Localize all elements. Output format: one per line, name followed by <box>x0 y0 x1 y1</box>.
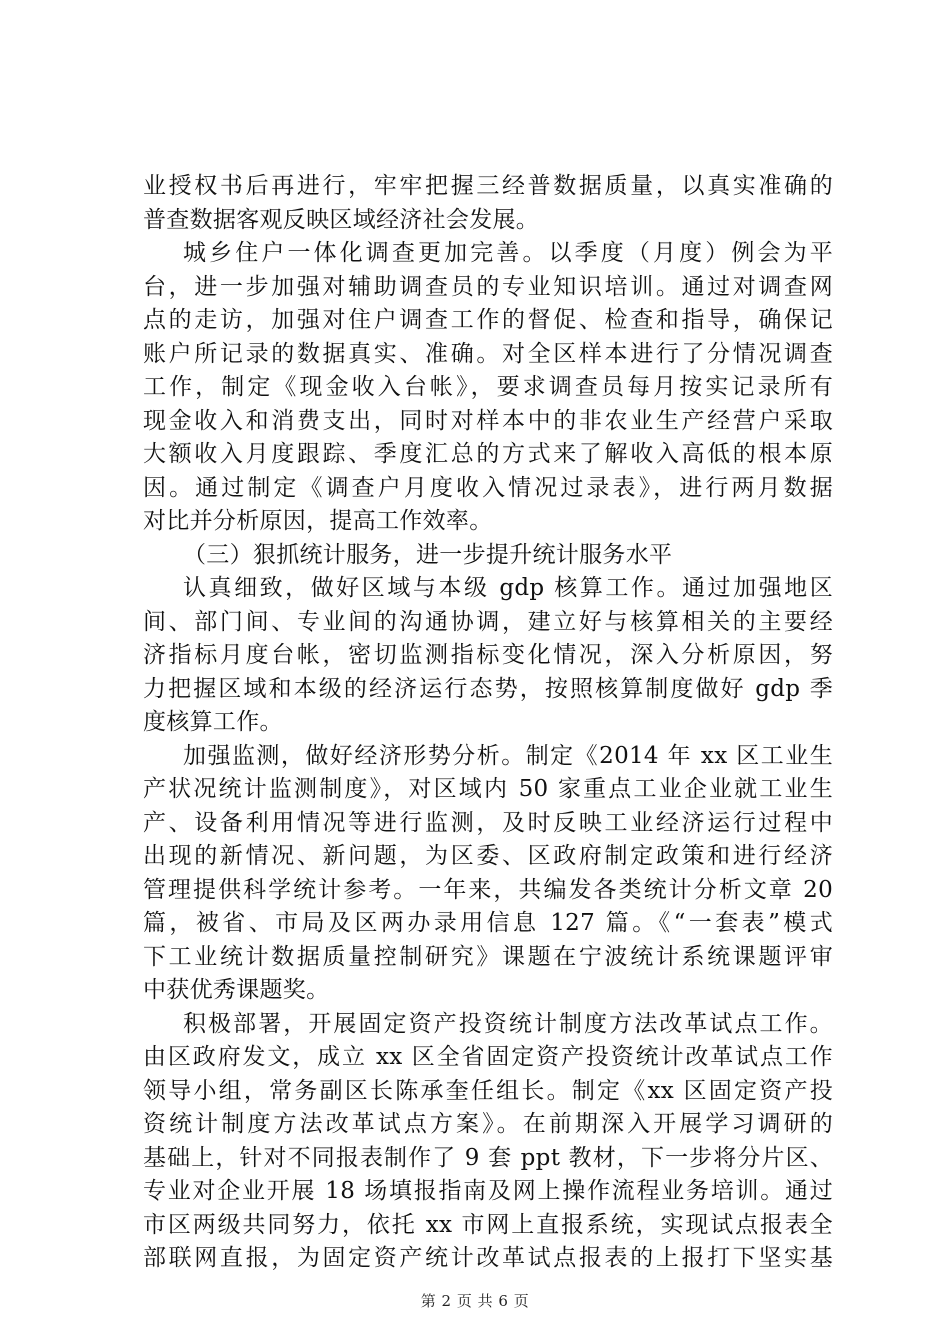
text-line: 济指标月度台帐，密切监测指标变化情况，深入分析原因，努 <box>143 642 833 668</box>
paragraph-start: 加强监测，做好经济形势分析。制定《2014 年 xx 区工业生 <box>183 742 833 769</box>
text-line: 工作，制定《现金收入台帐》，要求调查员每月按实记录所有 <box>143 374 833 400</box>
text-line: 力把握区域和本级的经济运行态势，按照核算制度做好 gdp 季 <box>143 675 833 702</box>
page-footer: 第 2 页 共 6 页 <box>420 1292 530 1310</box>
text-line: 业授权书后再进行，牢牢把握三经普数据质量，以真实准确的 <box>143 173 833 199</box>
text-line: 产状况统计监测制度》，对区域内 50 家重点工业企业就工业生 <box>143 776 833 802</box>
paragraph-start: 积极部署，开展固定资产投资统计制度方法改革试点工作。 <box>183 1010 833 1037</box>
text-line: 资统计制度方法改革试点方案》。在前期深入开展学习调研的 <box>143 1111 833 1137</box>
text-line: 间、部门间、专业间的沟通协调，建立好与核算相关的主要经 <box>143 608 833 635</box>
text-line: 点的走访，加强对住户调查工作的督促、检查和指导，确保记 <box>143 307 833 333</box>
text-line: 现金收入和消费支出，同时对样本中的非农业生产经营户采取 <box>143 407 833 434</box>
text-line: 账户所记录的数据真实、准确。对全区样本进行了分情况调查 <box>143 340 833 367</box>
text-line: 台，进一步加强对辅助调查员的专业知识培训。通过对调查网 <box>143 273 833 300</box>
text-line: 基础上，针对不同报表制作了 9 套 ppt 教材，下一步将分片区、 <box>143 1144 833 1171</box>
paragraph-start: 城乡住户一体化调查更加完善。以季度（月度）例会为平 <box>183 240 833 266</box>
text-line: 市区两级共同努力，依托 xx 市网上直报系统，实现试点报表全 <box>143 1211 833 1238</box>
text-line: 中获优秀课题奖。 <box>143 977 330 1003</box>
text-line: 因。通过制定《调查户月度收入情况过录表》，进行两月数据 <box>143 474 833 501</box>
text-line: 专业对企业开展 18 场填报指南及网上操作流程业务培训。通过 <box>143 1178 833 1204</box>
paragraph-start: 认真细致，做好区域与本级 gdp 核算工作。通过加强地区 <box>183 575 833 601</box>
text-line: 领导小组，常务副区长陈承奎任组长。制定《xx 区固定资产投 <box>143 1077 833 1104</box>
text-line: 出现的新情况、新问题，为区委、区政府制定政策和进行经济 <box>143 843 833 869</box>
text-line: 由区政府发文，成立 xx 区全省固定资产投资统计改革试点工作 <box>143 1044 833 1070</box>
section-heading: （三）狠抓统计服务，进一步提升统计服务水平 <box>183 541 673 568</box>
text-line: 普查数据客观反映区域经济社会发展。 <box>143 206 540 233</box>
text-line: 对比并分析原因，提高工作效率。 <box>143 508 493 534</box>
text-line: 产、设备利用情况等进行监测，及时反映工业经济运行过程中 <box>143 809 833 836</box>
text-line: 部联网直报，为固定资产统计改革试点报表的上报打下坚实基 <box>143 1245 833 1271</box>
document-body <box>143 170 833 1276</box>
text-line: 下工业统计数据质量控制研究》课题在宁波统计系统课题评审 <box>143 943 833 970</box>
text-line: 管理提供科学统计参考。一年来，共编发各类统计分析文章 20 <box>143 876 833 903</box>
text-line: 度核算工作。 <box>143 709 283 735</box>
text-line: 大额收入月度跟踪、季度汇总的方式来了解收入高低的根本原 <box>143 441 833 467</box>
text-line: 篇，被省、市局及区两办录用信息 127 篇。《“一套表”模式 <box>143 910 833 936</box>
